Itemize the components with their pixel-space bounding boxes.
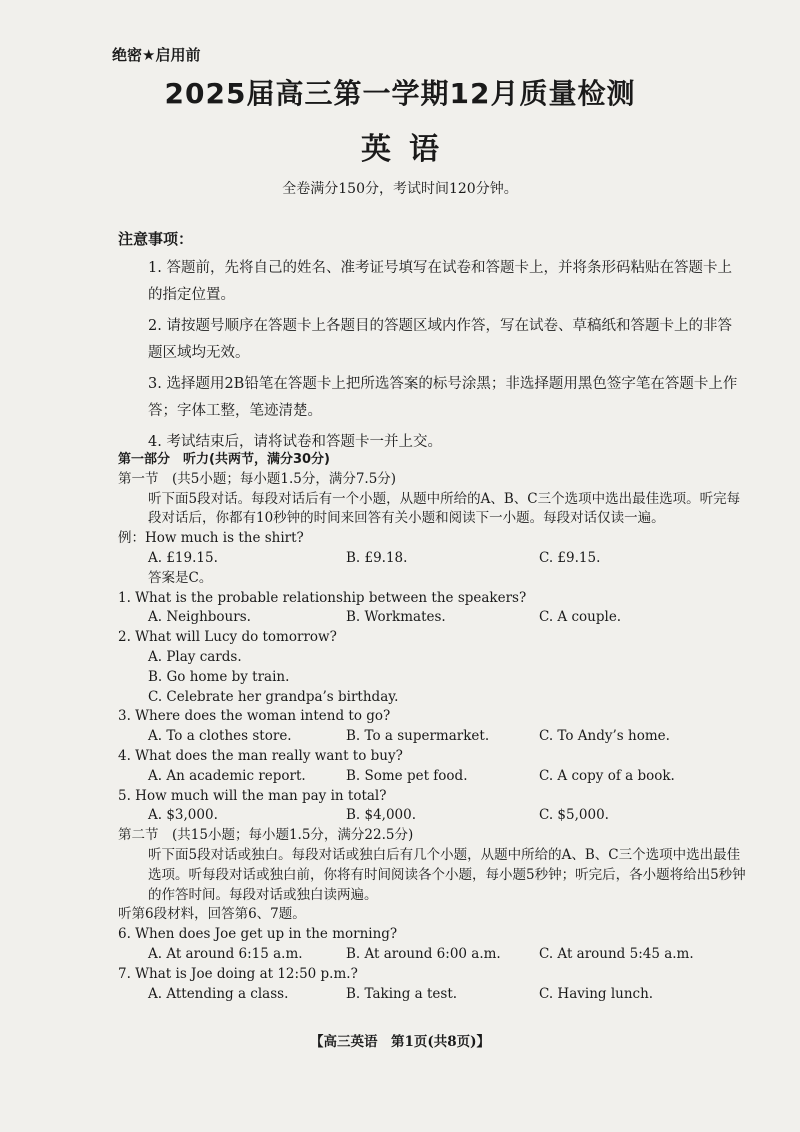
question-5: 5. How much will the man pay in total? xyxy=(118,787,387,804)
option-a: A. Play cards. xyxy=(148,648,242,665)
question-6: 6. When does Joe get up in the morning? xyxy=(118,926,398,943)
material-note: 听第6段材料，回答第6、7题。 xyxy=(118,906,306,923)
question-4-options xyxy=(118,767,748,787)
notice-item: 4. 考试结束后，请将试卷和答题卡一并上交。 xyxy=(148,434,442,450)
option-a: A. An academic report. xyxy=(148,767,306,784)
option-a: A. At around 6:15 a.m. xyxy=(148,945,303,962)
option-a: A. Neighbours. xyxy=(148,609,251,626)
option-b: B. Workmates. xyxy=(346,609,446,626)
question-5-options xyxy=(118,806,748,826)
notice-item: 2. 请按题号顺序在答题卡上各题目的答题区域内作答，写在试卷、草稿纸和答题卡上的非答题区域均无效。 xyxy=(148,318,732,361)
option-c: C. $5,000. xyxy=(539,807,609,824)
option-a: A. To a clothes store. xyxy=(148,728,292,745)
question-1: 1. What is the probable relationship between the speakers? xyxy=(118,589,527,606)
option-b: B. Some pet food. xyxy=(346,767,468,784)
option-a: A. Attending a class. xyxy=(148,985,289,1002)
option-c: C. A couple. xyxy=(539,609,622,626)
option-b: B. To a supermarket. xyxy=(346,728,490,745)
listening-part xyxy=(118,450,748,1004)
option-b: B. Go home by train. xyxy=(148,668,290,685)
option-c: C. To Andy’s home. xyxy=(539,728,670,745)
option-c: C. £9.15. xyxy=(539,549,601,566)
question-4: 4. What does the man really want to buy? xyxy=(118,747,403,764)
notice-list xyxy=(148,255,738,460)
option-b: B. At around 6:00 a.m. xyxy=(346,945,501,962)
section2-heading: 第二节 (共15小题；每小题1.5分，满分22.5分) xyxy=(118,827,414,844)
option-b: B. £9.18. xyxy=(346,549,408,566)
example-question: 例：How much is the shirt? xyxy=(118,530,304,547)
part-heading: 第一部分 听力(共两节，满分30分) xyxy=(118,452,330,467)
question-1-options xyxy=(118,608,748,628)
section2-instructions: 听下面5段对话或独白。每段对话或独白后有几个小题，从题中所给的A、B、C三个选项中选出最佳选项。听每段对话或独白前，你将有时间阅读各个小题，每小题5秒钟；听完后，各小题将给出5秒钟的作答时间。每段对话或独白读两遍。 xyxy=(148,846,746,903)
option-b: B. Taking a test. xyxy=(346,985,458,1002)
example-options xyxy=(118,549,748,569)
question-3-options xyxy=(118,727,748,747)
question-7-options xyxy=(118,985,748,1005)
notice-heading: 注意事项： xyxy=(118,230,194,248)
option-c: C. Having lunch. xyxy=(539,985,654,1002)
notice-item: 3. 选择题用2B铅笔在答题卡上把所选答案的标号涂黑；非选择题用黑色签字笔在答题卡上作答；字体工整，笔迹清楚。 xyxy=(148,376,738,419)
option-c: C. At around 5:45 a.m. xyxy=(539,945,694,962)
option-a: A. $3,000. xyxy=(148,807,218,824)
section1-heading: 第一节 (共5小题；每小题1.5分，满分7.5分) xyxy=(118,470,397,487)
option-a: A. £19.15. xyxy=(148,549,218,566)
notice-item: 1. 答题前，先将自己的姓名、准考证号填写在试卷和答题卡上，并将条形码粘贴在答题卡上的指定位置。 xyxy=(148,260,732,303)
example-answer: 答案是C。 xyxy=(148,569,213,586)
question-6-options xyxy=(118,945,748,965)
question-3: 3. Where does the woman intend to go? xyxy=(118,708,391,725)
option-c: C. A copy of a book. xyxy=(539,767,675,784)
option-c: C. Celebrate her grandpa’s birthday. xyxy=(148,688,399,705)
question-7: 7. What is Joe doing at 12:50 p.m.? xyxy=(118,965,358,982)
exam-info: 全卷满分150分，考试时间120分钟。 xyxy=(282,181,518,197)
exam-title: 2025届高三第一学期12月质量检测 xyxy=(164,77,636,110)
question-2: 2. What will Lucy do tomorrow? xyxy=(118,629,337,646)
confidential-mark: 绝密★启用前 xyxy=(112,46,201,64)
option-b: B. $4,000. xyxy=(346,807,417,824)
page-footer: 【高三英语 第1页(共8页)】 xyxy=(309,1034,491,1050)
section1-instructions: 听下面5段对话。每段对话后有一个小题，从题中所给的A、B、C三个选项中选出最佳选项。听完每段对话后，你都有10秒钟的时间来回答有关小题和阅读下一小题。每段对话仅读一遍。 xyxy=(148,490,741,527)
subject-title: 英语 xyxy=(361,132,457,167)
